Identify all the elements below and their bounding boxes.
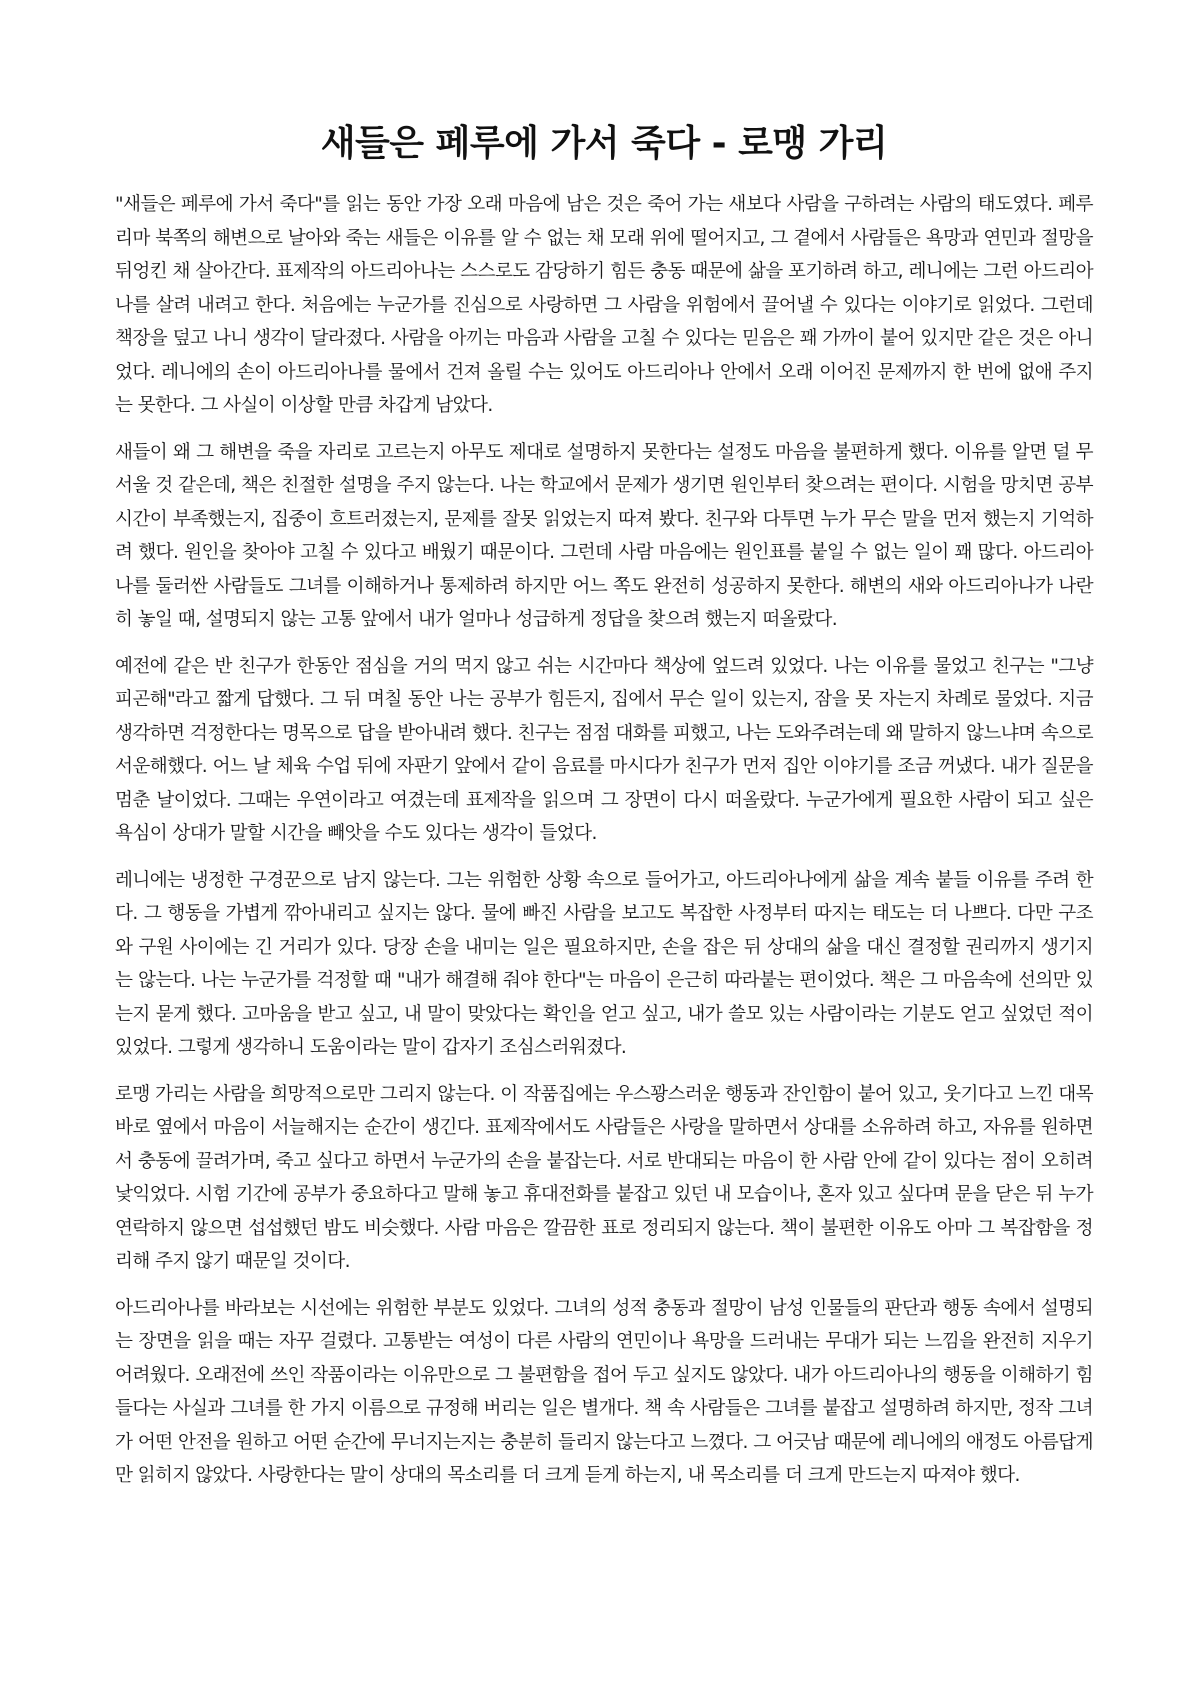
- document-title: 새들은 페루에 가서 죽다 - 로맹 가리: [320, 123, 888, 164]
- body-paragraph-5: 로맹 가리는 사람을 희망적으로만 그리지 않는다. 이 작품집에는 우스꽝스러운 행동과 잔인함이 붙어 있고, 웃기다고 느낀 대목 바로 옆에서 마음이 서늘해지는 순간이 생긴다. 표제작에서도 사람들은 사랑을 말하면서 상대를 소유하려 하고, 자유를 원하면서 충동에 끌려가며, 죽고 싶다고 하면서 누군가의 손을 붙잡는다. 서로 반대되는 마음이 한 사람 안에 같이 있다는 점이 오히려 낯익었다. 시험 기간에 공부가 중요하다고 말해 놓고 휴대전화를 붙잡고 있던 내 모습이나, 혼자 있고 싶다며 문을 닫은 뒤 누가 연락하지 않으면 섭섭했던 밤도 비슷했다. 사람 마음은 깔끔한 표로 정리되지 않는다. 책이 불편한 이유도 아마 그 복잡함을 정리해 주지 않기 때문일 것이다.: [115, 1083, 1093, 1272]
- body-paragraph-3: 예전에 같은 반 친구가 한동안 점심을 거의 먹지 않고 쉬는 시간마다 책상에 엎드려 있었다. 나는 이유를 물었고 친구는 "그냥 피곤해"라고 짧게 답했다. 그 뒤 며칠 동안 나는 공부가 힘든지, 집에서 무슨 일이 있는지, 잠을 못 자는지 차례로 물었다. 지금 생각하면 걱정한다는 명목으로 답을 받아내려 했다. 친구는 점점 대화를 피했고, 나는 도와주려는데 왜 말하지 않느냐며 속으로 서운해했다. 어느 날 체육 수업 뒤에 자판기 앞에서 같이 음료를 마시다가 친구가 먼저 집안 이야기를 조금 꺼냈다. 내가 질문을 멈춘 날이었다. 그때는 우연이라고 여겼는데 표제작을 읽으며 그 장면이 다시 떠올랐다. 누군가에게 필요한 사람이 되고 싶은 욕심이 상대가 말할 시간을 빼앗을 수도 있다는 생각이 들었다.: [115, 655, 1093, 844]
- body-paragraph-2: 새들이 왜 그 해변을 죽을 자리로 고르는지 아무도 제대로 설명하지 못한다는 설정도 마음을 불편하게 했다. 이유를 알면 덜 무서울 것 같은데, 책은 친절한 설명을 주지 않는다. 나는 학교에서 문제가 생기면 원인부터 찾으려는 편이다. 시험을 망치면 공부 시간이 부족했는지, 집중이 흐트러졌는지, 문제를 잘못 읽었는지 따져 봤다. 친구와 다투면 누가 무슨 말을 먼저 했는지 기억하려 했다. 원인을 찾아야 고칠 수 있다고 배웠기 때문이다. 그런데 사람 마음에는 원인표를 붙일 수 없는 일이 꽤 많다. 아드리아나를 둘러싼 사람들도 그녀를 이해하거나 통제하려 하지만 어느 쪽도 완전히 성공하지 못한다. 해변의 새와 아드리아나가 나란히 놓일 때, 설명되지 않는 고통 앞에서 내가 얼마나 성급하게 정답을 찾으려 했는지 떠올랐다.: [115, 441, 1093, 630]
- body-paragraph-6: 아드리아나를 바라보는 시선에는 위험한 부분도 있었다. 그녀의 성적 충동과 절망이 남성 인물들의 판단과 행동 속에서 설명되는 장면을 읽을 때는 자꾸 걸렸다. 고통받는 여성이 다른 사람의 연민이나 욕망을 드러내는 무대가 되는 느낌을 완전히 지우기 어려웠다. 오래전에 쓰인 작품이라는 이유만으로 그 불편함을 접어 두고 싶지도 않았다. 내가 아드리아나의 행동을 이해하기 힘들다는 사실과 그녀를 한 가지 이름으로 규정해 버리는 일은 별개다. 책 속 사람들은 그녀를 붙잡고 설명하려 하지만, 정작 그녀가 어떤 안전을 원하고 어떤 순간에 무너지는지는 충분히 들리지 않는다고 느꼈다. 그 어긋남 때문에 레니에의 애정도 아름답게만 읽히지 않았다. 사랑한다는 말이 상대의 목소리를 더 크게 듣게 하는지, 내 목소리를 더 크게 만드는지 따져야 했다.: [115, 1297, 1093, 1486]
- body-paragraph-1: "새들은 페루에 가서 죽다"를 읽는 동안 가장 오래 마음에 남은 것은 죽어 가는 새보다 사람을 구하려는 사람의 태도였다. 페루 리마 북쪽의 해변으로 날아와 죽는 새들은 이유를 알 수 없는 채 모래 위에 떨어지고, 그 곁에서 사람들은 욕망과 연민과 절망을 뒤엉킨 채 살아간다. 표제작의 아드리아나는 스스로도 감당하기 힘든 충동 때문에 삶을 포기하려 하고, 레니에는 그런 아드리아나를 살려 내려고 한다. 처음에는 누군가를 진심으로 사랑하면 그 사람을 위험에서 끌어낼 수 있다는 이야기로 읽었다. 그런데 책장을 덮고 나니 생각이 달라졌다. 사람을 아끼는 마음과 사람을 고칠 수 있다는 믿음은 꽤 가까이 붙어 있지만 같은 것은 아니었다. 레니에의 손이 아드리아나를 물에서 건져 올릴 수는 있어도 아드리아나 안에서 오래 이어진 문제까지 한 번에 없애 주지는 못한다. 그 사실이 이상할 만큼 차갑게 남았다.: [115, 194, 1093, 416]
- document-page: [115, 120, 1093, 1506]
- body-paragraph-4: 레니에는 냉정한 구경꾼으로 남지 않는다. 그는 위험한 상황 속으로 들어가고, 아드리아나에게 삶을 계속 붙들 이유를 주려 한다. 그 행동을 가볍게 깎아내리고 싶지는 않다. 물에 빠진 사람을 보고도 복잡한 사정부터 따지는 태도는 더 나쁘다. 다만 구조와 구원 사이에는 긴 거리가 있다. 당장 손을 내미는 일은 필요하지만, 손을 잡은 뒤 상대의 삶을 대신 결정할 권리까지 생기지는 않는다. 나는 누군가를 걱정할 때 "내가 해결해 줘야 한다"는 마음이 은근히 따라붙는 편이었다. 책은 그 마음속에 선의만 있는지 묻게 했다. 고마움을 받고 싶고, 내 말이 맞았다는 확인을 얻고 싶고, 내가 쓸모 있는 사람이라는 기분도 얻고 싶었던 적이 있었다. 그렇게 생각하니 도움이라는 말이 갑자기 조심스러워졌다.: [115, 869, 1093, 1058]
